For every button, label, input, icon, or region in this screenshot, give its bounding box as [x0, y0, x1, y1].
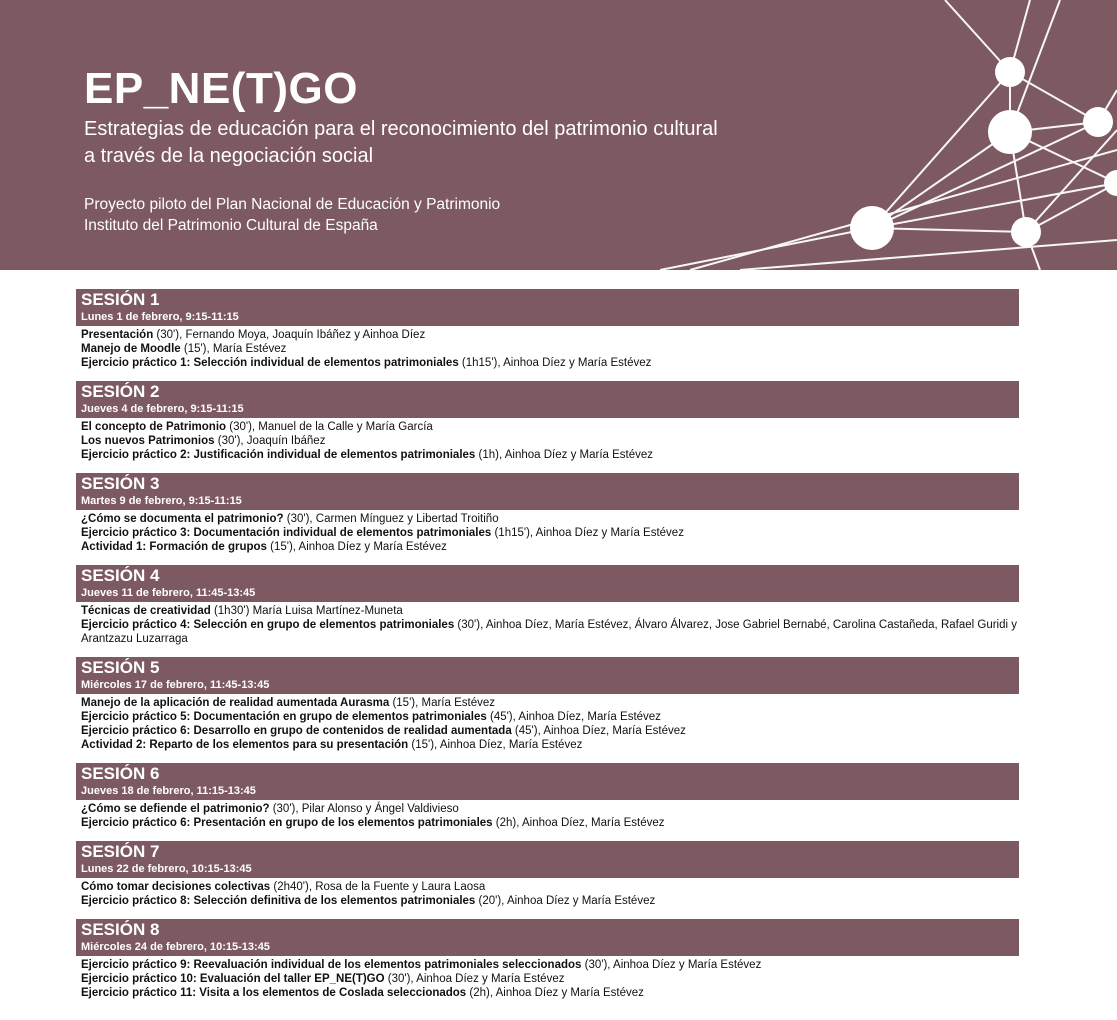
session-date: Martes 9 de febrero, 9:15-11:15 — [81, 495, 242, 507]
session-header-bar — [76, 919, 1019, 956]
item-detail: (2h40'), Rosa de la Fuente y Laura Laosa — [270, 881, 486, 893]
session-item — [81, 434, 1019, 448]
session-date: Jueves 4 de febrero, 9:15-11:15 — [81, 403, 244, 415]
item-detail: (45'), Ainhoa Díez, María Estévez — [486, 711, 661, 723]
item-detail: (1h), Ainhoa Díez y María Estévez — [475, 449, 654, 461]
session-title: SESIÓN 7 — [81, 842, 160, 861]
item-topic: Ejercicio práctico 10: Evaluación del taller EP_NE(T)GO — [81, 973, 385, 985]
session-block — [76, 763, 1019, 830]
session-date: Miércoles 24 de febrero, 10:15-13:45 — [81, 941, 270, 953]
item-topic: Cómo tomar decisiones colectivas — [81, 881, 271, 893]
subtitle-line-1: Estrategias de educación para el reconocimiento del patrimonio cultural — [84, 118, 718, 140]
session-item — [81, 618, 1019, 646]
item-topic: El concepto de Patrimonio — [81, 421, 227, 433]
session-title: SESIÓN 3 — [81, 474, 160, 493]
item-topic: Manejo de la aplicación de realidad aumentada Aurasma — [81, 697, 390, 709]
session-list — [76, 289, 1019, 1011]
item-detail: (15'), María Estévez — [180, 343, 287, 355]
session-item — [81, 356, 1019, 370]
item-detail: (30'), Manuel de la Calle y María García — [226, 421, 433, 433]
session-item — [81, 972, 1019, 986]
session-item — [81, 724, 1019, 738]
session-item — [81, 738, 1019, 752]
session-header-bar — [76, 565, 1019, 602]
session-title: SESIÓN 8 — [81, 920, 160, 939]
session-item — [81, 512, 1019, 526]
session-items — [76, 800, 1019, 830]
item-detail: (1h15'), Ainhoa Díez y María Estévez — [458, 357, 652, 369]
page-subtitle — [84, 116, 964, 170]
session-item — [81, 420, 1019, 434]
session-block — [76, 565, 1019, 646]
session-date: Jueves 18 de febrero, 11:15-13:45 — [81, 785, 256, 797]
session-block — [76, 473, 1019, 554]
item-detail: (15'), Ainhoa Díez y María Estévez — [266, 541, 447, 553]
item-detail: (30'), Pilar Alonso y Ángel Valdivieso — [269, 803, 459, 815]
item-detail: (30'), Joaquín Ibáñez — [214, 435, 326, 447]
item-detail: (30'), Ainhoa Díez y María Estévez — [384, 973, 565, 985]
item-detail: (20'), Ainhoa Díez y María Estévez — [475, 895, 656, 907]
item-detail: (45'), Ainhoa Díez, María Estévez — [511, 725, 686, 737]
session-items — [76, 418, 1019, 462]
item-topic: Ejercicio práctico 3: Documentación individual de elementos patrimoniales — [81, 527, 492, 539]
item-detail: (1h30') María Luisa Martínez-Muneta — [210, 605, 403, 617]
item-topic: Ejercicio práctico 11: Visita a los elementos de Coslada seleccionados — [81, 987, 467, 999]
session-date: Jueves 11 de febrero, 11:45-13:45 — [81, 587, 256, 599]
session-item — [81, 448, 1019, 462]
session-title: SESIÓN 1 — [81, 290, 160, 309]
item-topic: Los nuevos Patrimonios — [81, 435, 215, 447]
session-items — [76, 956, 1019, 1000]
institute-line: Instituto del Patrimonio Cultural de España — [84, 217, 378, 234]
session-item — [81, 802, 1019, 816]
session-block — [76, 381, 1019, 462]
session-date: Lunes 1 de febrero, 9:15-11:15 — [81, 311, 239, 323]
session-header-bar — [76, 381, 1019, 418]
session-item — [81, 958, 1019, 972]
item-topic: Ejercicio práctico 5: Documentación en grupo de elementos patrimoniales — [81, 711, 487, 723]
session-item — [81, 342, 1019, 356]
session-block — [76, 657, 1019, 752]
item-detail: (15'), María Estévez — [389, 697, 495, 709]
session-item — [81, 604, 1019, 618]
subtitle-line-2: a través de la negociación social — [84, 145, 374, 167]
session-block — [76, 841, 1019, 908]
item-detail: (1h15'), Ainhoa Díez y María Estévez — [491, 527, 684, 539]
item-detail: (30'), Fernando Moya, Joaquín Ibáñez y Ainhoa Díez — [153, 329, 426, 341]
page-title: EP_NE(T)GO — [84, 64, 358, 113]
item-detail: (30'), Ainhoa Díez, María Estévez, Álvaro Álvarez, Jose Gabriel Bernabé, Carolina Castañeda, Rafael Guridi y Arantzazu Luzarraga — [81, 619, 1018, 645]
session-date: Lunes 22 de febrero, 10:15-13:45 — [81, 863, 252, 875]
session-header-bar — [76, 657, 1019, 694]
session-item — [81, 894, 1019, 908]
session-item — [81, 526, 1019, 540]
item-topic: Ejercicio práctico 4: Selección en grupo de elementos patrimoniales — [81, 619, 455, 631]
item-detail: (30'), Carmen Mínguez y Libertad Troitiño — [283, 513, 499, 525]
item-topic: Ejercicio práctico 6: Desarrollo en grupo de contenidos de realidad aumentada — [81, 725, 512, 737]
session-items — [76, 878, 1019, 908]
item-topic: ¿Cómo se documenta el patrimonio? — [81, 513, 284, 525]
item-detail: (2h), Ainhoa Díez y María Estévez — [466, 987, 644, 999]
session-item — [81, 710, 1019, 724]
item-topic: Ejercicio práctico 9: Reevaluación individual de los elementos patrimoniales seleccionados — [81, 959, 582, 971]
session-header-bar — [76, 473, 1019, 510]
session-item — [81, 880, 1019, 894]
session-items — [76, 326, 1019, 370]
item-detail: (30'), Ainhoa Díez y María Estévez — [581, 959, 762, 971]
session-block — [76, 289, 1019, 370]
session-header-bar — [76, 763, 1019, 800]
session-item — [81, 328, 1019, 342]
item-topic: Ejercicio práctico 1: Selección individual de elementos patrimoniales — [81, 357, 459, 369]
session-header-bar — [76, 841, 1019, 878]
session-title: SESIÓN 4 — [81, 566, 160, 585]
session-item — [81, 696, 1019, 710]
item-topic: Ejercicio práctico 8: Selección definitiva de los elementos patrimoniales — [81, 895, 476, 907]
session-title: SESIÓN 6 — [81, 764, 160, 783]
item-topic: ¿Cómo se defiende el patrimonio? — [81, 803, 270, 815]
session-item — [81, 986, 1019, 1000]
project-info — [84, 194, 500, 236]
item-topic: Actividad 2: Reparto de los elementos para su presentación — [81, 739, 409, 751]
item-detail: (2h), Ainhoa Díez, María Estévez — [492, 817, 665, 829]
item-topic: Ejercicio práctico 2: Justificación individual de elementos patrimoniales — [81, 449, 476, 461]
item-topic: Actividad 1: Formación de grupos — [81, 541, 267, 553]
session-items — [76, 694, 1019, 752]
item-topic: Presentación — [81, 329, 154, 341]
session-title: SESIÓN 5 — [81, 658, 160, 677]
session-block — [76, 919, 1019, 1000]
session-items — [76, 510, 1019, 554]
item-topic: Técnicas de creatividad — [81, 605, 211, 617]
item-detail: (15'), Ainhoa Díez, María Estévez — [408, 739, 583, 751]
session-items — [76, 602, 1019, 646]
item-topic: Ejercicio práctico 6: Presentación en grupo de los elementos patrimoniales — [81, 817, 493, 829]
project-line: Proyecto piloto del Plan Nacional de Educación y Patrimonio — [84, 196, 501, 213]
session-title: SESIÓN 2 — [81, 382, 160, 401]
session-item — [81, 540, 1019, 554]
header-banner — [0, 0, 1117, 270]
item-topic: Manejo de Moodle — [81, 343, 181, 355]
session-item — [81, 816, 1019, 830]
session-header-bar — [76, 289, 1019, 326]
session-date: Miércoles 17 de febrero, 11:45-13:45 — [81, 679, 270, 691]
